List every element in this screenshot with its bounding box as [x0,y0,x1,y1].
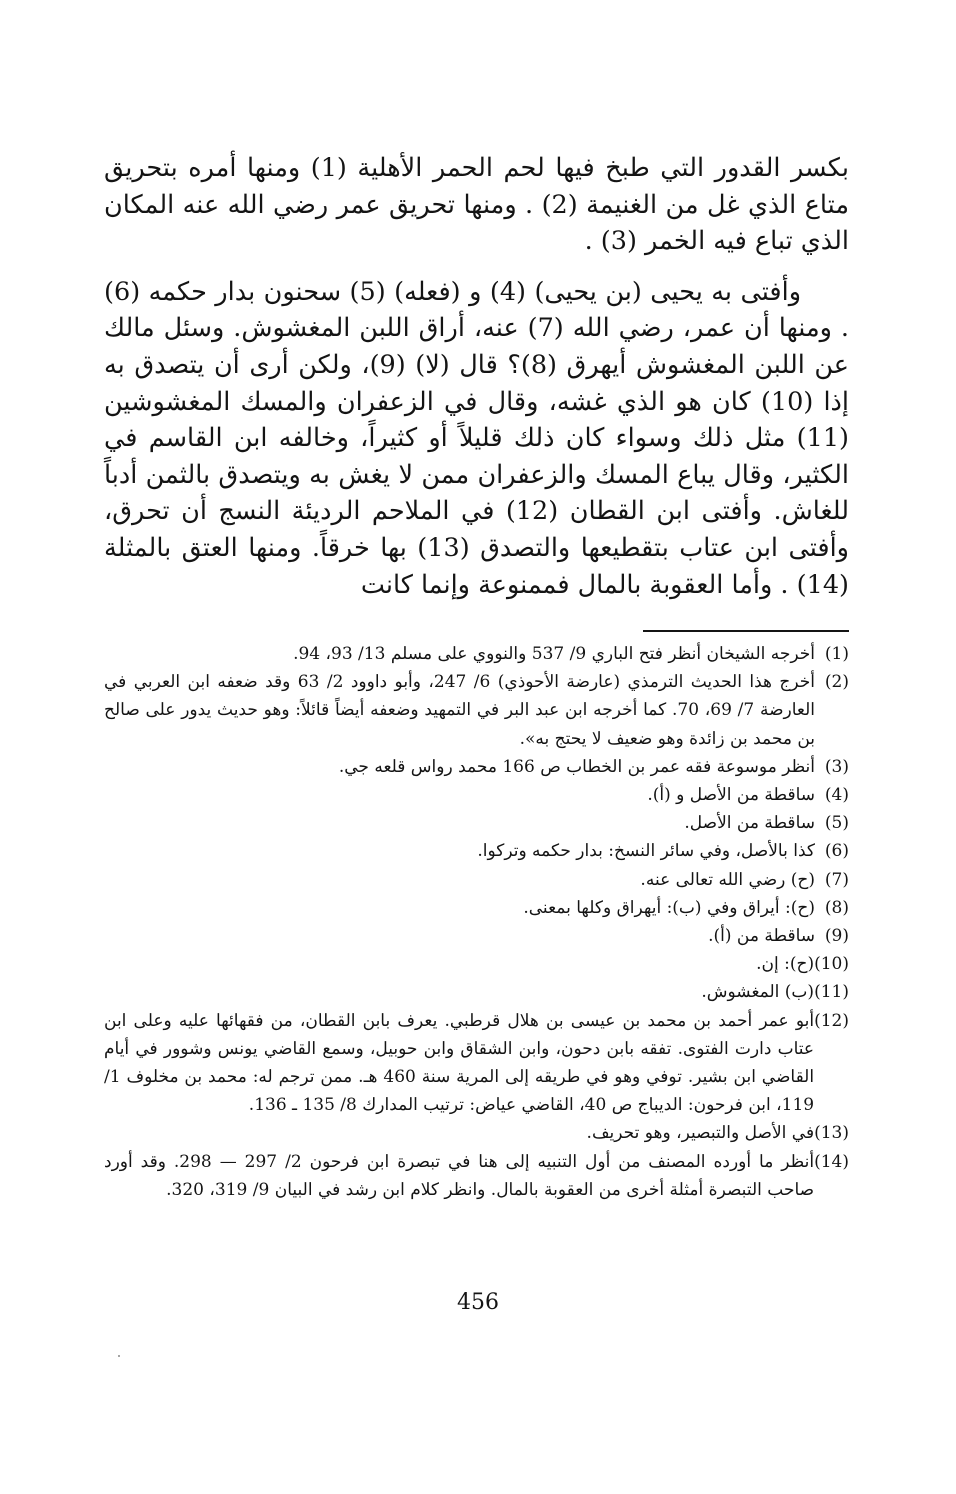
body-text [104,150,849,603]
footnote-number: (10) [814,954,849,975]
footnote-number: (12) [814,1010,849,1031]
footnote-number: (11) [814,982,849,1003]
footnote [104,866,849,894]
footnote [104,950,849,978]
footnote-text: أنظر موسوعة فقه عمر بن الخطاب ص 166 محمد رواس قلعه جي. [338,756,815,777]
footnote-text: أبو عمر أحمد بن محمد بن عيسى بن هلال قرطبي. يعرف بابن القطان، من فقهائها عليه وعلى ابن عتاب دارت الفتوى. تفقه بابن دحون، وابن الشقاق وابن حوبيل، وسمع القاضي يونس وشوور في أيام القاضي ابن بشير. توفي وهو في طريقه إلى المرية سنة 460 هـ. ممن ترجم له: محمد بن مخلوف 1/ 119، ابن فرحون: الديباج ص 40، القاضي عياض: ترتيب المدارك 8/ 135 ـ 136. [104,1010,815,1116]
footnote-text: (ح): إن. [756,954,815,975]
footnote-text: أنظر ما أورده المصنف من أول التنبيه إلى هنا في تبصرة ابن فرحون 2/ 297 — 298. وقد أورد صاحب التبصرة أمثلة أخرى من العقوبة بالمال. وانظر كلام ابن رشد في البيان 9/ 319، 320. [104,1151,815,1200]
footnote [104,1007,849,1120]
footnote [104,781,849,809]
main-text [104,150,849,603]
footnote-number: (14) [814,1151,849,1172]
footnote [104,1148,849,1204]
footnote [104,753,849,781]
scan-speck [118,1355,120,1357]
footnote-text: أخرج هذا الحديث الترمذي (عارضة الأحوذي) 6/ 247، وأبو داوود 2/ 63 وقد ضعفه ابن العربي في العارضة 7/ 69، 70. كما أخرجه ابن عبد البر في التمهيد وضعفه أيضاً قائلاً: وهو حديث يدور على صالح بن محمد بن زائدة وهو ضعيف لا يحتج به». [104,672,816,749]
footnote-number: (2) [824,672,849,693]
page-number: 456 [457,1290,499,1315]
footnote-text: ساقطة من الأصل و (أ). [647,785,815,806]
footnote-text: (ح): أيراق وفي (ب): أيهراق وكلها بمعنى. [523,897,815,918]
footnote [104,640,849,668]
footnote-text: كذا بالأصل، وفي سائر النسخ: بدار حكمه وتركوا. [477,841,815,862]
footnote [104,978,849,1006]
footnotes [104,640,849,1204]
footnote-number: (9) [824,926,849,947]
footnote-text: ساقطة من الأصل. [684,813,815,834]
footnote-number: (7) [824,869,849,890]
footnote-text: (ب) المغشوش. [701,982,815,1003]
footnote-text: أخرجه الشيخان أنظر فتح الباري 9/ 537 والنووي على مسلم 13/ 93، 94. [293,644,815,664]
footnote-number: (4) [824,785,849,806]
footnote-number: (8) [824,897,849,918]
footnote-text: (ح) رضي الله تعالى عنه. [640,869,815,890]
footnote [104,1119,849,1147]
footnote-number: (1) [824,644,849,664]
footnote [104,809,849,837]
footnote-number: (6) [824,841,849,862]
footnote [104,894,849,922]
paragraph: بكسر القدور التي طبخ فيها لحم الحمر الأهلية (1) ومنها أمره بتحريق متاع الذي غل من الغنيمة (2) . ومنها تحريق عمر رضي الله عنه المكان الذي تباع فيه الخمر (3) . [104,153,849,257]
footnote-number: (5) [824,813,849,834]
footnote-text: في الأصل والتبصير، وهو تحريف. [586,1123,815,1144]
footnote-number: (3) [824,756,849,777]
footnote-separator [643,630,849,632]
footnote-text: ساقطة من (أ). [708,926,815,947]
footnote [104,922,849,950]
footnote-number: (13) [814,1123,849,1144]
paragraph: وأفتى به يحيى (بن يحيى) (4) و (فعله) (5) سحنون بدار حكمه (6) . ومنها أن عمر، رضي الله (7) عنه، أراق اللبن المغشوش. وسئل مالك عن اللبن المغشوش أيهرق (8)؟ قال (لا) (9)، ولكن أرى أن يتصدق به إذا (10) كان هو الذي غشه، وقال في الزعفران والمسك المغشوشين (11) مثل ذلك وسواء كان ذلك قليلاً أو كثيراً، وخالفه ابن القاسم في الكثير، وقال يباع المسك والزعفران ممن لا يغش به ويتصدق بالثمن أدباً للغاش. وأفتى ابن القطان (12) في الملاحم الرديئة النسج أن تحرق، وأفتى ابن عتاب بتقطيعها والتصدق (13) بها خرقاً. ومنها العتق بالمثلة (14) . وأما العقوبة بالمال فممنوعة وإنما كانت [104,276,849,600]
footnote [104,668,849,753]
footnote [104,837,849,865]
